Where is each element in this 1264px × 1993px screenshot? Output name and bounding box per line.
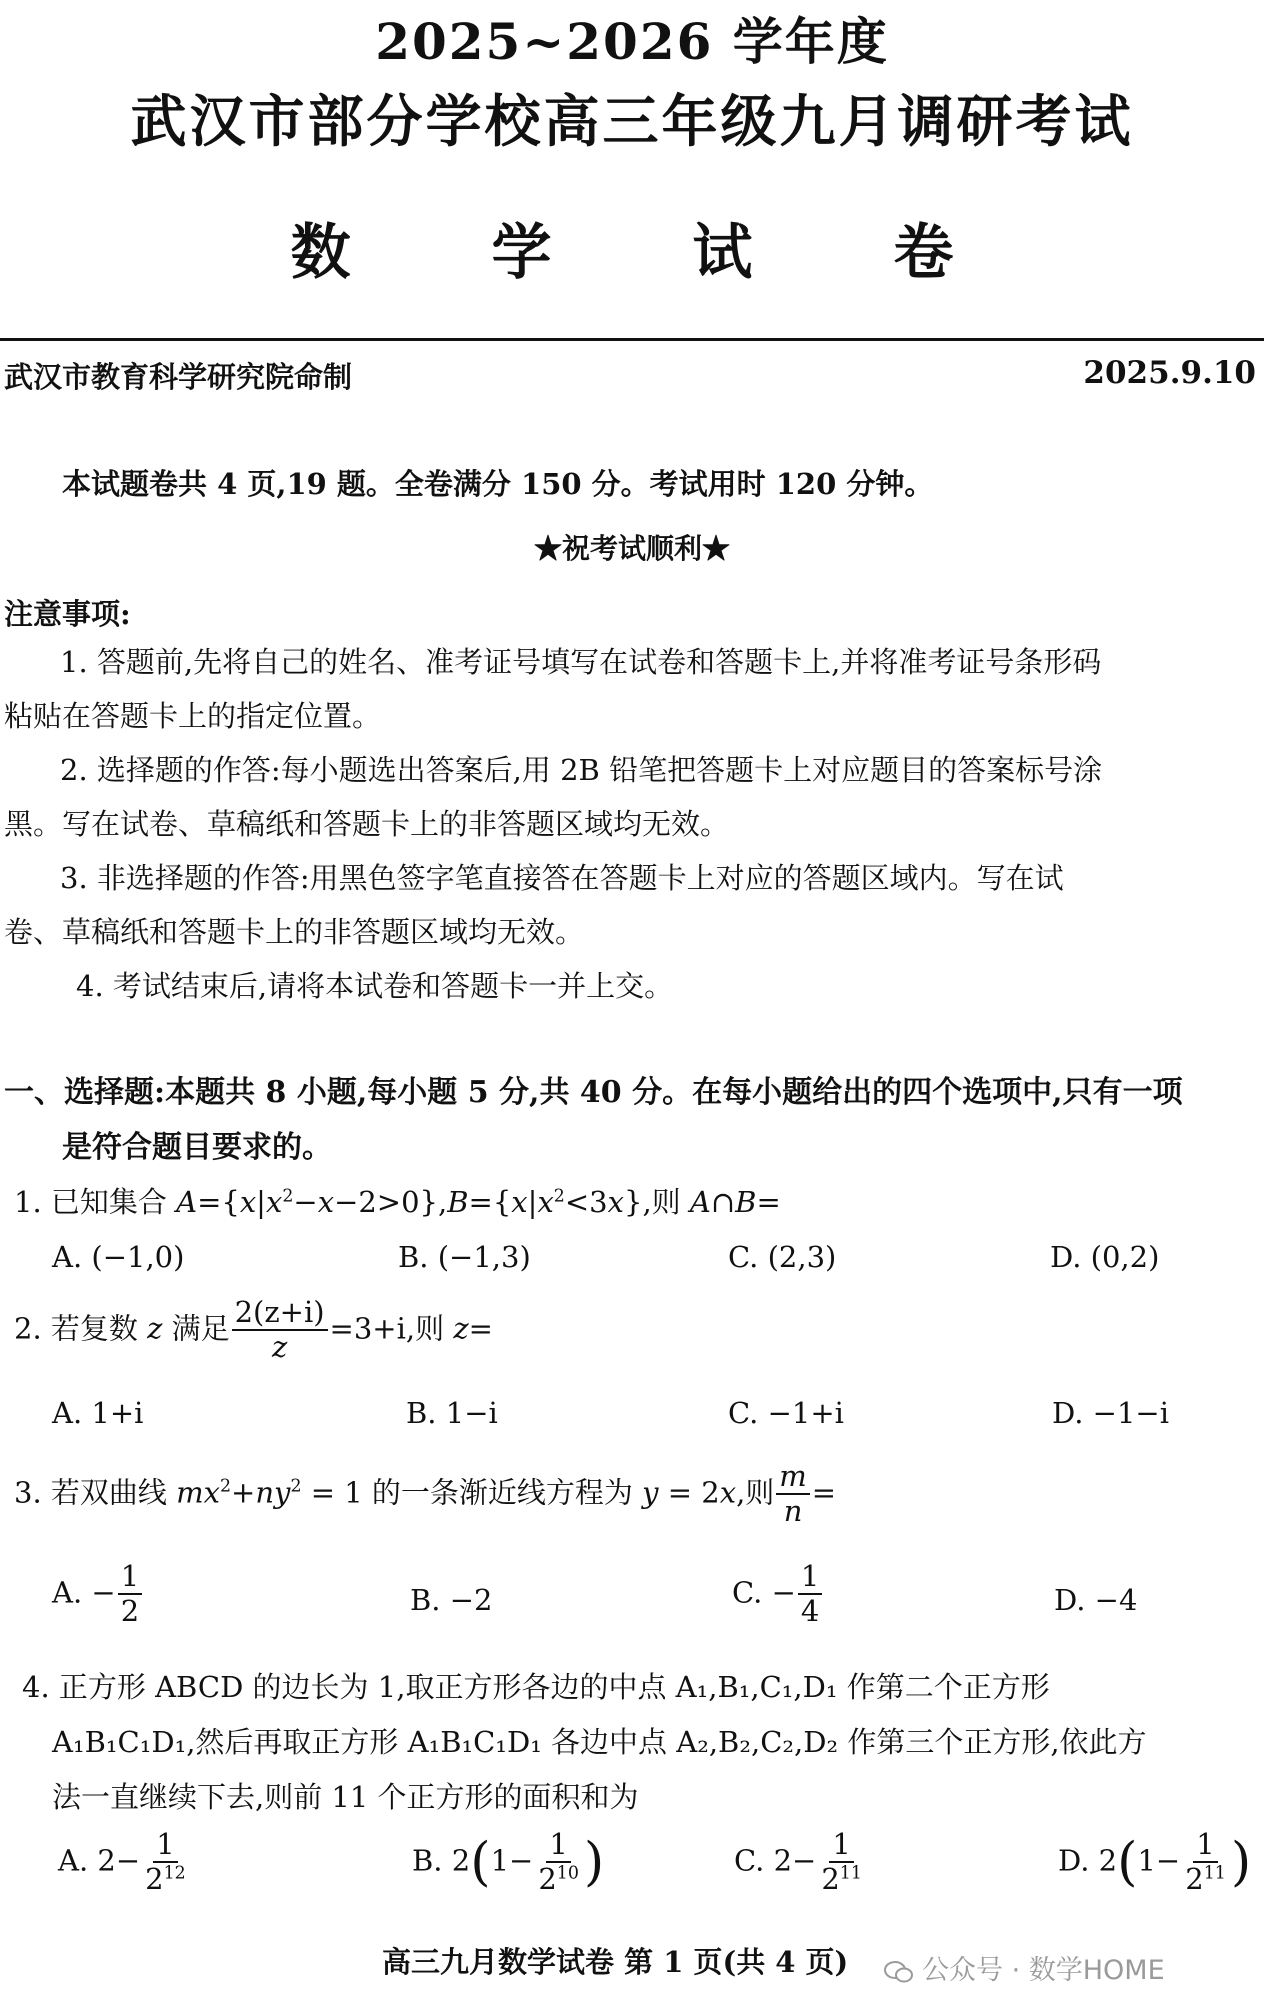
wechat-icon bbox=[884, 1960, 914, 1984]
q1-option-c: C. (2,3) bbox=[728, 1240, 837, 1274]
question-1-stem: 1. 已知集合 $A=\{x|x^2-x-2>0\},B=\{x|x^2<3x\}$,则 A∩B= bbox=[14, 1185, 781, 1219]
note-3-line-1: 3. 非选择题的作答:用黑色签字笔直接答在答题卡上对应的答题区域内。写在试 bbox=[60, 861, 1064, 895]
page-footer: 高三九月数学试卷 第 1 页(共 4 页) bbox=[382, 1945, 849, 1979]
note-3-line-2: 卷、草稿纸和答题卡上的非答题区域均无效。 bbox=[4, 915, 585, 949]
q3-option-d: D. −4 bbox=[1054, 1583, 1138, 1617]
note-2-line-1: 2. 选择题的作答:每小题选出答案后,用 2B 铅笔把答题卡上对应题目的答案标号涂 bbox=[60, 753, 1103, 787]
section-1-heading-line-2: 是符合题目要求的。 bbox=[62, 1130, 332, 1165]
question-4-line-3: 法一直继续下去,则前 11 个正方形的面积和为 bbox=[52, 1780, 639, 1814]
exam-date: 2025.9.10 bbox=[1083, 355, 1256, 391]
question-3-stem: 3. 若双曲线 $mx^2+ny^2 = 1$ 的一条渐近线方程为 y = 2x,则 $\frac{m}{n}$ = bbox=[14, 1459, 837, 1529]
intro-text: 本试题卷共 4 页,19 题。全卷满分 150 分。考试用时 120 分钟。 bbox=[62, 467, 934, 501]
paper-title: 数 学 试 卷 bbox=[290, 218, 1014, 288]
q3-fraction: $\frac{m}{n}$ bbox=[776, 1460, 810, 1529]
q2-option-d: D. −1−i bbox=[1052, 1396, 1169, 1430]
question-2-stem: 2. 若复数 z 满足 $\frac{2(z+i)}{z}$ =3+i,则 z= bbox=[14, 1295, 493, 1365]
exam-title: 武汉市部分学校高三年级九月调研考试 bbox=[130, 89, 1134, 155]
note-1-line-2: 粘贴在答题卡上的指定位置。 bbox=[4, 699, 382, 733]
q3-option-b: B. −2 bbox=[410, 1583, 493, 1617]
q2-option-c: C. −1+i bbox=[728, 1396, 844, 1430]
question-4-line-2: A₁B₁C₁D₁,然后再取正方形 A₁B₁C₁D₁ 各边中点 A₂,B₂,C₂,D₂ 作第三个正方形,依此方 bbox=[52, 1725, 1147, 1759]
q2-option-a: A. 1+i bbox=[52, 1396, 144, 1430]
good-luck-line: ★祝考试顺利★ bbox=[533, 532, 730, 565]
q4-option-b: B. 2(1− $\frac{1}{2^{10}}$ ) bbox=[412, 1827, 605, 1897]
watermark: 公众号 · 数学HOME bbox=[884, 1948, 1165, 1987]
note-4: 4. 考试结束后,请将本试卷和答题卡一并上交。 bbox=[76, 969, 674, 1003]
q4-option-c: C. 2− $\frac{1}{2^{11}}$ bbox=[734, 1827, 862, 1897]
notes-title: 注意事项: bbox=[4, 597, 131, 631]
header-rule bbox=[0, 338, 1264, 341]
q1-option-b: B. (−1,3) bbox=[398, 1240, 531, 1274]
note-2-line-2: 黑。写在试卷、草稿纸和答题卡上的非答题区域均无效。 bbox=[4, 807, 730, 841]
note-1-line-1: 1. 答题前,先将自己的姓名、准考证号填写在试卷和答题卡上,并将准考证号条形码 bbox=[60, 645, 1102, 679]
year-title: 2025~2026 学年度 bbox=[375, 12, 889, 71]
q1-option-a: A. (−1,0) bbox=[52, 1240, 185, 1274]
issuer: 武汉市教育科学研究院命制 bbox=[4, 360, 353, 394]
q4-option-d: D. 2(1− $\frac{1}{2^{11}}$ ) bbox=[1058, 1827, 1252, 1897]
q3-option-c: C. − $\frac{1}{4}$ bbox=[732, 1560, 824, 1629]
section-1-heading-line-1: 一、选择题:本题共 8 小题,每小题 5 分,共 40 分。在每小题给出的四个选项中,只有一项 bbox=[4, 1075, 1183, 1110]
q4-option-a: A. 2− $\frac{1}{2^{12}}$ bbox=[58, 1827, 186, 1897]
q1-option-d: D. (0,2) bbox=[1050, 1240, 1160, 1274]
q2-option-b: B. 1−i bbox=[406, 1396, 498, 1430]
question-4-line-1: 4. 正方形 ABCD 的边长为 1,取正方形各边的中点 A₁,B₁,C₁,D₁ 作第二个正方形 bbox=[22, 1670, 1050, 1704]
q3-option-a: A. − $\frac{1}{2}$ bbox=[52, 1560, 144, 1629]
q2-fraction: $\frac{2(z+i)}{z}$ bbox=[232, 1296, 328, 1365]
